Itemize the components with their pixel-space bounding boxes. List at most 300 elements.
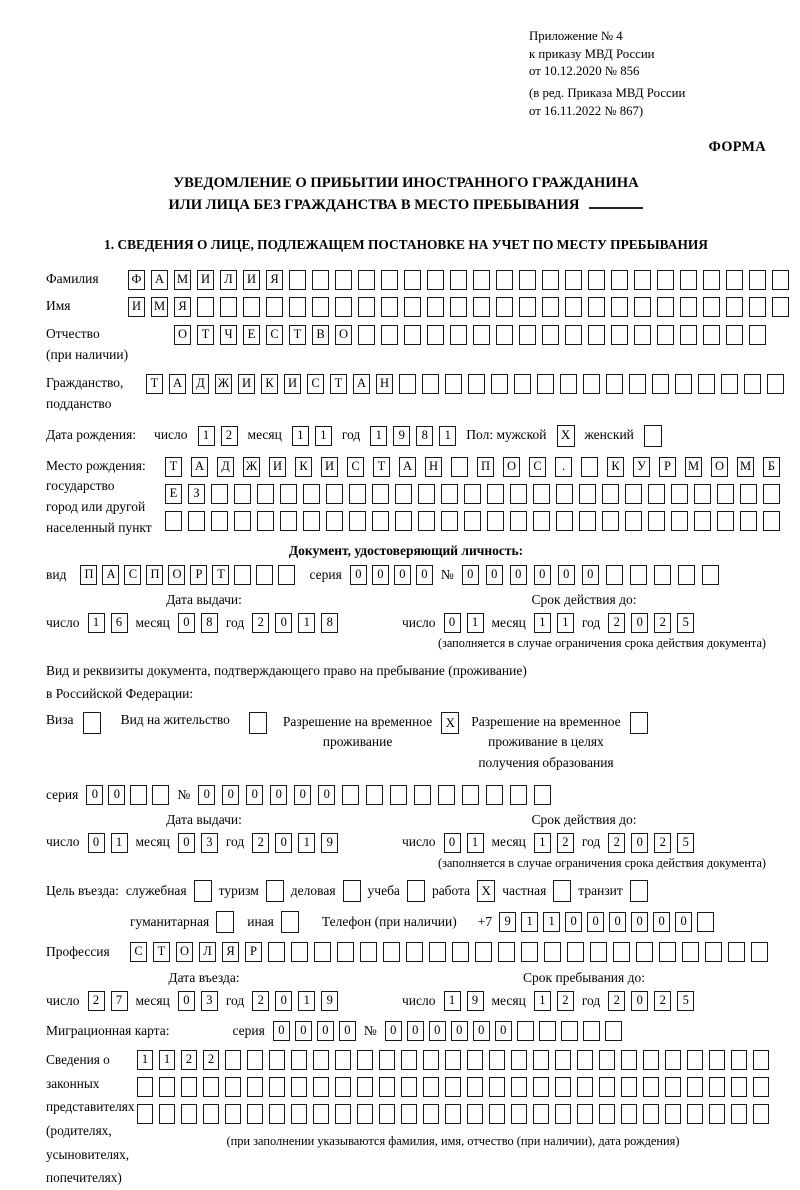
form-cell xyxy=(234,511,251,531)
form-cell xyxy=(560,374,577,394)
entry-month-label: месяц xyxy=(135,992,170,1008)
permit-valid-head: Срок действия до: xyxy=(531,811,637,827)
patronymic-row xyxy=(46,324,766,366)
form-cell xyxy=(567,942,584,962)
form-cell: И xyxy=(269,457,286,477)
stay-day-cells xyxy=(444,991,484,1011)
form-cell: 0 xyxy=(510,565,527,585)
form-cell xyxy=(705,942,722,962)
valid-month-cells xyxy=(534,613,574,633)
representatives-cells-row2 xyxy=(137,1077,769,1097)
form-cell: 0 xyxy=(385,1021,402,1041)
form-cell: 2 xyxy=(88,991,105,1011)
form-cell xyxy=(422,374,439,394)
form-cell xyxy=(671,511,688,531)
form-cell xyxy=(565,270,582,290)
form-cell xyxy=(542,297,559,317)
form-cell xyxy=(654,565,671,585)
form-cell: Т xyxy=(153,942,170,962)
form-cell xyxy=(349,511,366,531)
form-cell: М xyxy=(151,297,168,317)
permit-series-label: серия xyxy=(46,786,79,802)
form-cell: 1 xyxy=(315,426,332,446)
form-cell: Т xyxy=(146,374,163,394)
form-cell xyxy=(427,325,444,345)
purpose-opt-study-checkbox xyxy=(407,880,425,902)
form-cell: О xyxy=(335,325,352,345)
representatives-right xyxy=(137,1048,769,1150)
permit-valid-line xyxy=(402,833,766,853)
temp-residence-checkbox: X xyxy=(441,712,459,734)
form-cell: 0 xyxy=(178,991,195,1011)
form-cell: О xyxy=(174,325,191,345)
stay-month-cells xyxy=(534,991,574,1011)
form-cell: 0 xyxy=(178,613,195,633)
form-cell: А xyxy=(151,270,168,290)
form-cell xyxy=(753,1050,769,1070)
citizenship-label xyxy=(46,373,146,415)
purpose-opt-business-checkbox xyxy=(343,880,361,902)
form-cell xyxy=(721,374,738,394)
form-cell xyxy=(445,1077,461,1097)
appendix-line-2: к приказу МВД России xyxy=(529,46,655,61)
form-cell xyxy=(665,1104,681,1124)
form-cell xyxy=(657,297,674,317)
form-cell xyxy=(634,297,651,317)
form-cell: 2 xyxy=(252,833,269,853)
form-cell xyxy=(395,484,412,504)
form-cell xyxy=(599,1104,615,1124)
form-cell: Е xyxy=(243,325,260,345)
birthdate-year-cells xyxy=(370,426,456,446)
form-cell: Я xyxy=(174,297,191,317)
form-cell xyxy=(312,297,329,317)
form-cell: 1 xyxy=(534,833,551,853)
form-cell: С xyxy=(266,325,283,345)
birthdate-day-cells xyxy=(198,426,238,446)
form-cell: 0 xyxy=(631,991,648,1011)
residence-permit-label: Вид на жительство xyxy=(120,712,230,728)
form-cell: 0 xyxy=(631,912,648,932)
form-cell: 1 xyxy=(467,613,484,633)
permit-issue-year-cells xyxy=(252,833,338,853)
form-cell: 0 xyxy=(222,785,239,805)
form-cell xyxy=(418,484,435,504)
form-cell: О xyxy=(711,457,728,477)
visa-label: Виза xyxy=(46,712,74,728)
form-cell xyxy=(130,785,147,805)
form-cell: М xyxy=(737,457,754,477)
form-cell: 2 xyxy=(608,833,625,853)
birthdate-month-cells xyxy=(292,426,332,446)
purpose-opt-other-checkbox xyxy=(281,911,299,933)
patronymic-cells xyxy=(174,325,766,345)
form-cell xyxy=(450,325,467,345)
form-cell xyxy=(542,270,559,290)
form-cell: Р xyxy=(659,457,676,477)
form-cell xyxy=(731,1050,747,1070)
form-cell: Т xyxy=(165,457,182,477)
form-cell xyxy=(753,1104,769,1124)
form-cell: 0 xyxy=(295,1021,312,1041)
form-cell xyxy=(395,511,412,531)
form-cell: 0 xyxy=(270,785,287,805)
migration-number-cells xyxy=(385,1021,622,1041)
permit-issue-head: Дата выдачи: xyxy=(166,811,242,827)
form-cell xyxy=(342,785,359,805)
form-cell xyxy=(269,1104,285,1124)
form-cell xyxy=(303,511,320,531)
form-cell: И xyxy=(243,270,260,290)
form-cell xyxy=(401,1050,417,1070)
appendix-line-3: от 10.12.2020 № 856 xyxy=(529,64,640,79)
form-cell xyxy=(225,1050,241,1070)
form-cell xyxy=(625,511,642,531)
phone-cells xyxy=(499,912,714,932)
temp-residence-edu-line1: Разрешение на временное xyxy=(471,714,621,730)
identity-valid-head: Срок действия до: xyxy=(531,592,637,608)
surname-row xyxy=(46,270,766,290)
form-cell xyxy=(588,270,605,290)
birthplace-label-line3: город или другой xyxy=(46,499,146,515)
purpose-opt-official-checkbox xyxy=(194,880,212,902)
form-cell: 2 xyxy=(221,426,238,446)
form-cell xyxy=(381,325,398,345)
form-cell: П xyxy=(80,565,97,585)
purpose-row-1 xyxy=(46,880,766,902)
form-cell xyxy=(763,484,780,504)
form-cell xyxy=(379,1050,395,1070)
form-cell xyxy=(303,484,320,504)
form-cell: . xyxy=(555,457,572,477)
form-cell xyxy=(165,511,182,531)
stay-month-label: месяц xyxy=(491,992,526,1008)
form-cell xyxy=(188,511,205,531)
representatives-label-line4: (родителях, xyxy=(46,1123,112,1139)
issue-year-cells xyxy=(252,613,338,633)
form-cell xyxy=(687,1077,703,1097)
form-cell: Т xyxy=(373,457,390,477)
permit-valid-day-label: число xyxy=(402,834,436,850)
entry-dates xyxy=(46,970,766,1011)
form-cell xyxy=(621,1104,637,1124)
birthplace-label-line1: Место рождения: xyxy=(46,457,146,473)
form-cell: 0 xyxy=(88,833,105,853)
representatives-label-line2: законных xyxy=(46,1075,100,1091)
form-cell xyxy=(577,1104,593,1124)
form-cell xyxy=(269,1050,285,1070)
form-title-line2: ИЛИ ЛИЦА БЕЗ ГРАЖДАНСТВА В МЕСТО ПРЕБЫВАНИЯ xyxy=(168,197,580,214)
form-cell: 9 xyxy=(321,833,338,853)
form-cell xyxy=(473,325,490,345)
form-cell xyxy=(717,511,734,531)
restriction-note-1: (заполняется в случае ограничения срока действия документа) xyxy=(437,635,766,650)
form-cell: 0 xyxy=(350,565,367,585)
form-cell xyxy=(427,297,444,317)
form-cell xyxy=(414,785,431,805)
form-cell xyxy=(687,1104,703,1124)
form-cell xyxy=(406,942,423,962)
identity-issue-line xyxy=(46,613,402,633)
representatives-label-line6: попечителях) xyxy=(46,1170,122,1186)
permit-issue-month-cells xyxy=(178,833,218,853)
form-cell xyxy=(555,1104,571,1124)
issue-month-cells xyxy=(178,613,218,633)
form-cell xyxy=(613,942,630,962)
form-cell xyxy=(197,297,214,317)
form-cell: О xyxy=(168,565,185,585)
temp-residence-label xyxy=(283,712,432,753)
form-cell xyxy=(565,297,582,317)
entry-year-label: год xyxy=(225,992,245,1008)
form-cell xyxy=(606,565,623,585)
purpose-opt-humanitarian-checkbox xyxy=(216,911,234,933)
form-cell xyxy=(749,270,766,290)
form-title-line2-wrap xyxy=(46,194,766,217)
form-cell xyxy=(418,511,435,531)
form-cell xyxy=(498,942,515,962)
purpose-opt-transit-checkbox xyxy=(630,880,648,902)
form-cell xyxy=(335,270,352,290)
form-cell xyxy=(313,1077,329,1097)
form-cell: Л xyxy=(220,270,237,290)
form-cell xyxy=(423,1104,439,1124)
form-cell: 9 xyxy=(321,991,338,1011)
form-cell xyxy=(605,1021,622,1041)
form-cell xyxy=(556,511,573,531)
form-cell xyxy=(467,1077,483,1097)
form-cell xyxy=(590,942,607,962)
form-cell xyxy=(555,1050,571,1070)
permit-issue-line xyxy=(46,833,402,853)
birthplace-label-line2: государство xyxy=(46,478,115,494)
form-cell xyxy=(291,942,308,962)
form-cell: К xyxy=(295,457,312,477)
appendix-line-4: (в ред. Приказа МВД России xyxy=(529,85,686,100)
form-cell xyxy=(358,325,375,345)
form-cell xyxy=(357,1050,373,1070)
form-cell: 8 xyxy=(321,613,338,633)
form-cell xyxy=(450,297,467,317)
form-cell: 0 xyxy=(653,912,670,932)
form-cell: 0 xyxy=(275,613,292,633)
form-cell xyxy=(709,1050,725,1070)
forma-label: ФОРМА xyxy=(708,139,766,156)
form-cell xyxy=(181,1077,197,1097)
form-cell xyxy=(381,270,398,290)
birthplace-cells-row2 xyxy=(165,484,780,504)
form-cell: 2 xyxy=(203,1050,219,1070)
form-cell xyxy=(555,1077,571,1097)
form-cell xyxy=(489,1104,505,1124)
form-cell xyxy=(486,785,503,805)
form-cell xyxy=(665,1050,681,1070)
form-cell xyxy=(247,1104,263,1124)
form-cell: 0 xyxy=(675,912,692,932)
form-cell xyxy=(542,325,559,345)
issue-day-cells xyxy=(88,613,128,633)
representatives-label-line3: представителях xyxy=(46,1099,135,1115)
issue-month-label: месяц xyxy=(135,614,170,630)
purpose-opt-tourism-label: туризм xyxy=(218,882,259,898)
birthplace-row xyxy=(46,456,776,540)
birthdate-day-label: число xyxy=(154,427,188,443)
form-cell xyxy=(511,1077,527,1097)
form-cell xyxy=(475,942,492,962)
form-cell: 0 xyxy=(275,991,292,1011)
form-cell: 1 xyxy=(88,613,105,633)
form-cell: Б xyxy=(763,457,780,477)
birthplace-cells-row3 xyxy=(165,511,780,531)
form-cell xyxy=(521,942,538,962)
form-cell xyxy=(636,942,653,962)
form-cell xyxy=(266,297,283,317)
form-cell: 3 xyxy=(201,833,218,853)
purpose-opt-study-label: учеба xyxy=(367,882,400,898)
form-cell: А xyxy=(353,374,370,394)
form-cell: 1 xyxy=(370,426,387,446)
form-cell xyxy=(438,785,455,805)
purpose-opt-private-label: частная xyxy=(502,882,547,898)
form-cell: М xyxy=(174,270,191,290)
entry-date-head: Дата въезда: xyxy=(168,970,240,986)
form-cell xyxy=(269,1077,285,1097)
permit-valid-year-cells xyxy=(608,833,694,853)
form-cell xyxy=(749,325,766,345)
form-cell: А xyxy=(169,374,186,394)
entry-month-cells xyxy=(178,991,218,1011)
form-title xyxy=(46,172,766,217)
form-cell xyxy=(680,325,697,345)
form-cell xyxy=(399,374,416,394)
surname-cells xyxy=(128,270,789,290)
form-cell: 0 xyxy=(462,565,479,585)
blank-underline xyxy=(589,207,643,209)
form-cell xyxy=(225,1104,241,1124)
valid-day-cells xyxy=(444,613,484,633)
form-cell xyxy=(335,297,352,317)
name-row xyxy=(46,297,766,317)
form-cell xyxy=(731,1077,747,1097)
form-cell xyxy=(337,942,354,962)
form-cell: 0 xyxy=(631,833,648,853)
migration-series-label: серия xyxy=(232,1022,265,1038)
form-cell xyxy=(763,511,780,531)
migration-series-cells xyxy=(273,1021,356,1041)
form-cell xyxy=(652,374,669,394)
form-cell xyxy=(772,297,789,317)
form-cell xyxy=(257,484,274,504)
form-cell xyxy=(467,1104,483,1124)
form-cell: 0 xyxy=(407,1021,424,1041)
form-cell xyxy=(379,1104,395,1124)
form-cell: М xyxy=(685,457,702,477)
form-cell xyxy=(335,1077,351,1097)
form-cell: С xyxy=(130,942,147,962)
form-cell xyxy=(313,1104,329,1124)
form-cell xyxy=(709,1104,725,1124)
form-cell xyxy=(643,1077,659,1097)
form-cell xyxy=(381,297,398,317)
form-cell: Я xyxy=(266,270,283,290)
form-cell: 0 xyxy=(86,785,103,805)
form-cell: 0 xyxy=(444,833,461,853)
form-cell xyxy=(291,1077,307,1097)
permit-valid-day-cells xyxy=(444,833,484,853)
form-cell: 0 xyxy=(631,613,648,633)
form-cell: 0 xyxy=(372,565,389,585)
form-cell xyxy=(702,565,719,585)
migration-card-label: Миграционная карта: xyxy=(46,1022,170,1038)
migration-number-label: № xyxy=(363,1022,377,1038)
profession-row xyxy=(46,942,766,962)
purpose-opt-business-label: деловая xyxy=(290,882,336,898)
birthdate-label: Дата рождения: xyxy=(46,427,137,443)
valid-day-label: число xyxy=(402,614,436,630)
form-cell xyxy=(577,1077,593,1097)
purpose-opt-work-label: работа xyxy=(431,882,471,898)
form-cell xyxy=(289,297,306,317)
form-cell xyxy=(473,297,490,317)
purpose-opt-humanitarian-label: гуманитарная xyxy=(130,913,210,929)
form-cell xyxy=(278,565,295,585)
form-cell xyxy=(429,942,446,962)
form-cell xyxy=(312,270,329,290)
form-cell xyxy=(694,484,711,504)
form-cell xyxy=(648,511,665,531)
form-cell xyxy=(445,374,462,394)
stay-until-line xyxy=(402,991,766,1011)
form-cell xyxy=(703,325,720,345)
form-cell xyxy=(565,325,582,345)
female-checkbox xyxy=(644,425,662,447)
form-cell: 7 xyxy=(111,991,128,1011)
permit-issue-year-label: год xyxy=(225,834,245,850)
male-checkbox: X xyxy=(557,425,575,447)
form-cell: 0 xyxy=(587,912,604,932)
form-cell: 0 xyxy=(558,565,575,585)
form-cell: А xyxy=(191,457,208,477)
form-cell xyxy=(496,270,513,290)
form-cell xyxy=(519,297,536,317)
temp-residence-edu-checkbox xyxy=(630,712,648,734)
form-cell: 1 xyxy=(159,1050,175,1070)
identity-doc-header: Документ, удостоверяющий личность: xyxy=(288,543,524,559)
residence-intro-line1: Вид и реквизиты документа, подтверждающего право на пребывание (проживание) xyxy=(46,663,527,679)
form-cell: 2 xyxy=(557,833,574,853)
form-cell xyxy=(441,484,458,504)
form-cell: 0 xyxy=(429,1021,446,1041)
form-cell: 3 xyxy=(201,991,218,1011)
form-cell: 1 xyxy=(521,912,538,932)
birthdate-year-label: год xyxy=(341,427,361,443)
form-cell xyxy=(401,1104,417,1124)
form-cell xyxy=(687,1050,703,1070)
form-cell xyxy=(588,297,605,317)
form-cell: 1 xyxy=(111,833,128,853)
form-cell xyxy=(462,785,479,805)
form-cell: 1 xyxy=(137,1050,153,1070)
purpose-row-2 xyxy=(130,911,766,933)
form-cell: 8 xyxy=(201,613,218,633)
form-cell: Я xyxy=(222,942,239,962)
form-cell xyxy=(703,270,720,290)
form-cell xyxy=(665,1077,681,1097)
form-cell xyxy=(753,1077,769,1097)
form-cell xyxy=(577,1050,593,1070)
purpose-opt-transit-label: транзит xyxy=(578,882,623,898)
form-cell xyxy=(709,1077,725,1097)
